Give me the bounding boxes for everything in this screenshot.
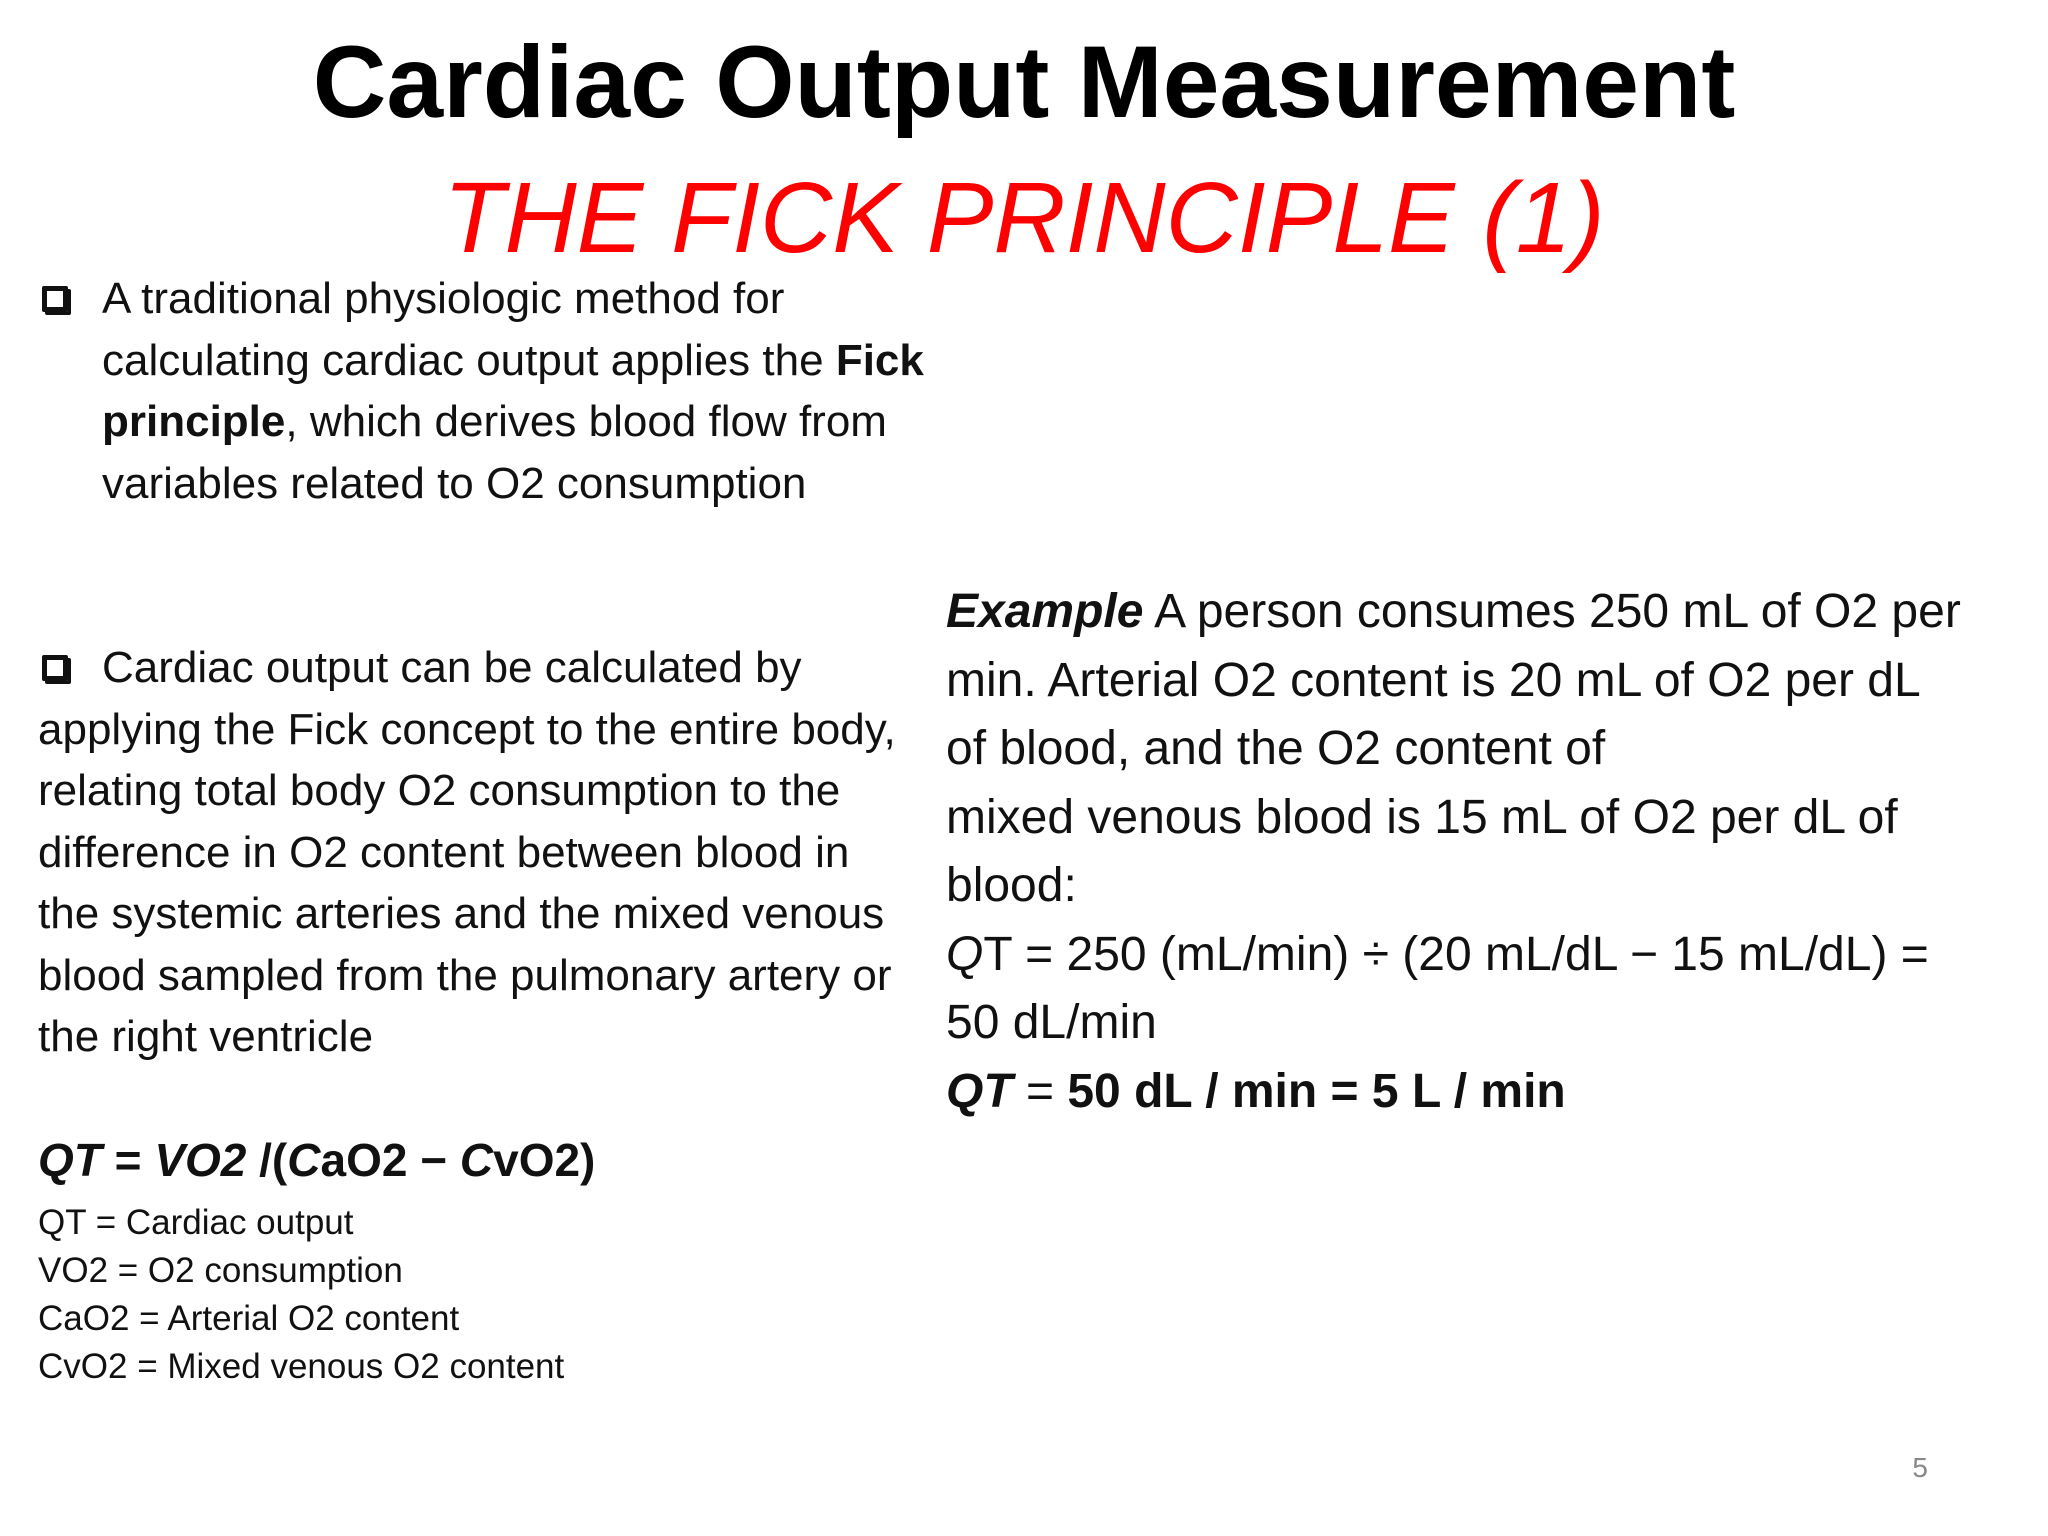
example-line	[946, 578, 2026, 647]
bullet-text	[38, 268, 938, 514]
example-line: of blood, and the O2 content of	[946, 722, 1606, 775]
legend-item: CvO2 = Mixed venous O2 content	[38, 1347, 565, 1386]
bullet-bold-term: Fick principle	[102, 335, 924, 446]
example-calculation	[946, 921, 2026, 990]
example-line: mixed venous blood is 15 mL of O2 per dL of	[946, 790, 1898, 844]
calc-text: = 250 (mL/min) ÷ (20 mL/dL − 15 mL/dL) =	[1011, 927, 1929, 981]
checkbox-bullet-icon	[42, 655, 68, 681]
bullet-cardiac-output-calc	[38, 637, 918, 1068]
formula-part: /(	[246, 1134, 288, 1186]
fick-formula	[38, 1130, 595, 1190]
checkbox-bullet-icon	[42, 286, 68, 312]
calc-symbol: Q	[946, 927, 984, 981]
example-block	[946, 578, 2026, 1126]
page-number: 5	[1912, 1452, 1928, 1483]
bullet-text-part: , which derives blood flow from variables related to O2 consumption	[102, 397, 887, 508]
example-text: A person consumes 250 mL of O2 per	[1143, 585, 1961, 638]
example-line: blood:	[946, 859, 1077, 912]
final-value: 50 dL / min = 5 L / min	[1067, 1064, 1566, 1118]
bullet-text-part: A traditional physiologic method for calculating cardiac output applies the	[102, 274, 836, 385]
final-eq: =	[1012, 1064, 1068, 1118]
calc-symbol: T	[983, 927, 1012, 981]
legend-item: VO2 = O2 consumption	[38, 1251, 403, 1290]
slide-subtitle: THE FICK PRINCIPLE (1)	[443, 162, 1605, 274]
example-calc-result: 50 dL/min	[946, 996, 1157, 1049]
example-final-answer	[946, 1058, 2026, 1127]
bullet-fick-method	[38, 268, 938, 514]
formula-part: C	[287, 1134, 321, 1186]
formula-part: VO2	[154, 1134, 247, 1186]
example-label: Example	[946, 585, 1144, 638]
final-symbol: QT	[946, 1064, 1013, 1118]
formula-part: QT	[38, 1134, 102, 1186]
formula-part: C	[459, 1134, 494, 1186]
legend-item: QT = Cardiac output	[38, 1203, 354, 1242]
bullet-text: Cardiac output can be calculated by applying the Fick concept to the entire body, relating total body O2 consumption to the difference in O2 content between blood in the systemic arteries and the mixed venous blood sampled from the pulmonary artery or the right ventricle	[38, 643, 896, 1061]
example-line: min. Arterial O2 content is 20 mL of O2 per dL	[946, 653, 1921, 707]
formula-part: =	[101, 1134, 155, 1186]
formula-part: vO2)	[493, 1134, 596, 1186]
slide-title: Cardiac Output Measurement	[312, 25, 1736, 139]
legend-item: CaO2 = Arterial O2 content	[38, 1299, 460, 1338]
formula-part: aO2 −	[320, 1134, 460, 1186]
